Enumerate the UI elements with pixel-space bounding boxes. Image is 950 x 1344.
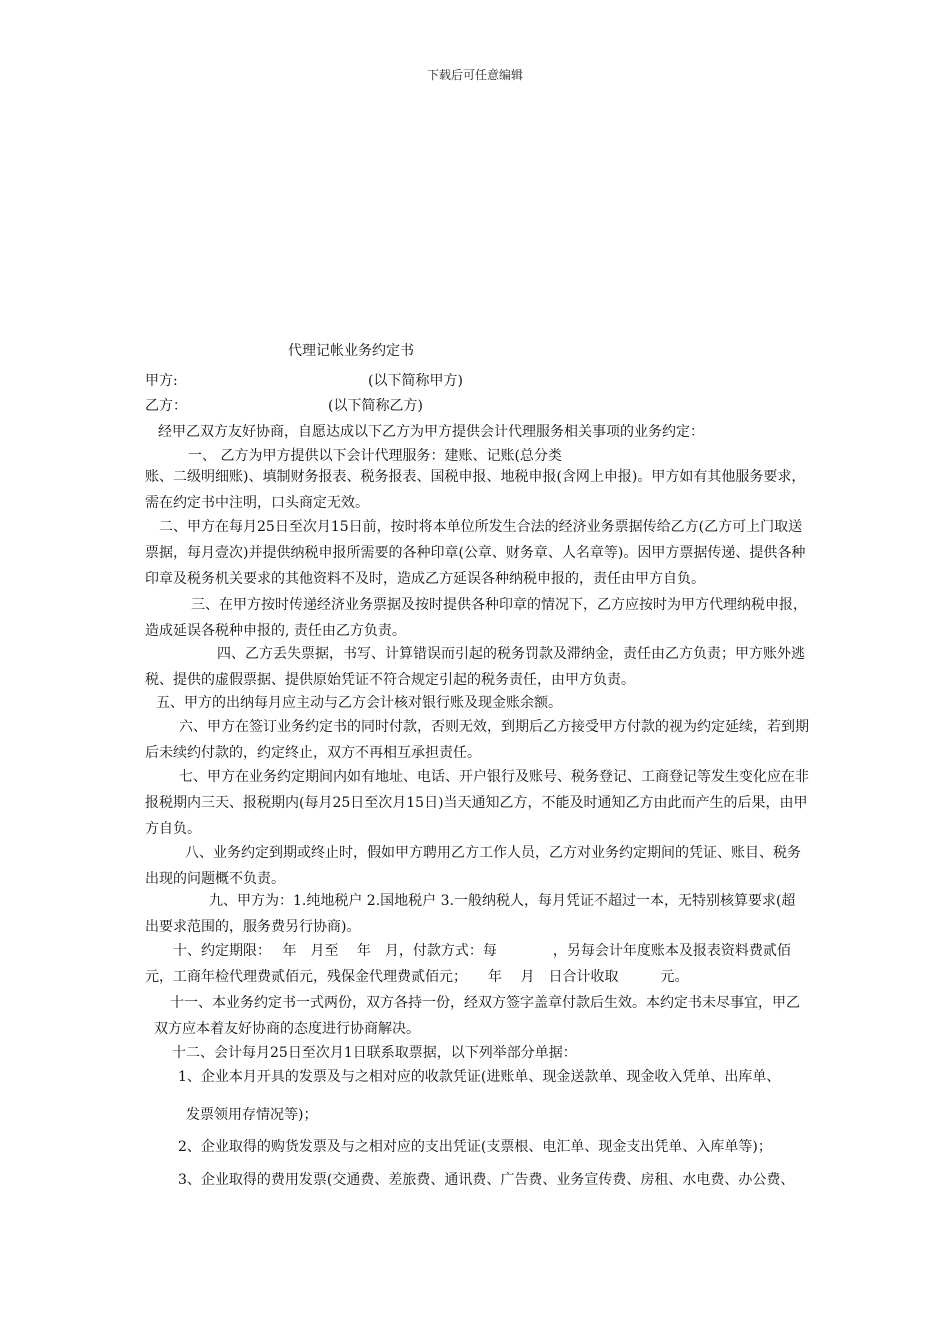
clause-10: 十、约定期限： 年 月至 年 月，付款方式：每 ，另每会计年度账本及报表资料费贰佰元，工商年检代理费贰佰元，残保金代理费贰佰元； 年 月 日合计收取 元。 <box>145 943 791 985</box>
document-title: 代理记帐业务约定书 <box>288 343 414 359</box>
clause-8: 八、业务约定到期或终止时，假如甲方聘用乙方工作人员，乙方对业务约定期间的凭证、账目、税务出现的问题概不负责。 <box>145 845 801 887</box>
item-3-first-line: 3、企业取得的费用发票(交通费、差旅费、通讯费、广告费、业务宣传费、房租、水电费、办公费、 <box>178 1172 795 1188</box>
party-b-label: 乙方： <box>145 398 187 414</box>
clause-9: 九、甲方为：1.纯地税户 2.国地税户 3.一般纳税人，每月凭证不超过一本，无特别核算要求(超出要求范围的，服务费另行协商)。 <box>145 893 796 935</box>
party-a-note: (以下简称甲方) <box>368 373 463 389</box>
intro-paragraph: 经甲乙双方友好协商，自愿达成以下乙方为甲方提供会计代理服务相关事项的业务约定： <box>158 424 704 440</box>
item-2: 2、企业取得的购货发票及与之相对应的支出凭证(支票根、电汇单、现金支出凭单、入库单等)； <box>178 1139 772 1155</box>
clause-4: 四、乙方丢失票据，书写、计算错误而引起的税务罚款及滞纳金，责任由乙方负责；甲方账外逃税、提供的虚假票据、提供原始凭证不符合规定引起的税务责任，由甲方负责。 <box>145 646 805 688</box>
item-1-rest: 发票领用存情况等)； <box>186 1107 318 1123</box>
clause-12: 十二、会计每月25日至次月1日联系取票据，以下列举部分单据： <box>172 1045 577 1061</box>
clause-3: 三、在甲方按时传递经济业务票据及按时提供各种印章的情况下，乙方应按时为甲方代理纳税申报，造成延误各税种申报的, 责任由乙方负责。 <box>145 597 807 639</box>
clause-1-rest: 账、二级明细账)、填制财务报表、税务报表、国税申报、地税申报(含网上申报)。甲方如有其他服务要求，需在约定书中注明，口头商定无效。 <box>145 469 806 511</box>
clause-6: 六、甲方在签订业务约定书的同时付款，否则无效，到期后乙方接受甲方付款的视为约定延续，若到期后未续约付款的，约定终止，双方不再相互承担责任。 <box>145 719 809 761</box>
clause-7: 七、甲方在业务约定期间内如有地址、电话、开户银行及账号、税务登记、工商登记等发生变化应在非报税期内三天、报税期内(每月25日至次月15日)当天通知乙方，不能及时通知乙方由此而产生的后果，由甲方自负。 <box>145 769 809 837</box>
clause-2: 二、甲方在每月25日至次月15日前，按时将本单位所发生合法的经济业务票据传给乙方(乙方可上门取送票据，每月壹次)并提供纳税申报所需要的各种印章(公章、财务章、人名章等)。因甲方票据传递、提供各种印章及税务机关要求的其他资料不及时，造成乙方延误各种纳税申报的，责任由甲方自负。 <box>145 519 806 587</box>
header-note: 下载后可任意编辑 <box>426 68 523 82</box>
party-b-note: (以下简称乙方) <box>328 398 423 414</box>
clause-5: 五、甲方的出纳每月应主动与乙方会计核对银行账及现金账余额。 <box>156 695 562 711</box>
clause-11: 十一、本业务约定书一式两份，双方各持一份，经双方签字盖章付款后生效。本约定书未尽事宜，甲乙双方应本着友好协商的态度进行协商解决。 <box>154 995 800 1037</box>
item-1-first-line: 1、企业本月开具的发票及与之相对应的收款凭证(进账单、现金送款单、现金收入凭单、出库单、 <box>178 1069 781 1085</box>
clause-1-first-line: 一、 乙方为甲方提供以下会计代理服务：建账、记账(总分类 <box>188 448 562 464</box>
party-a-label: 甲方: <box>145 373 178 389</box>
